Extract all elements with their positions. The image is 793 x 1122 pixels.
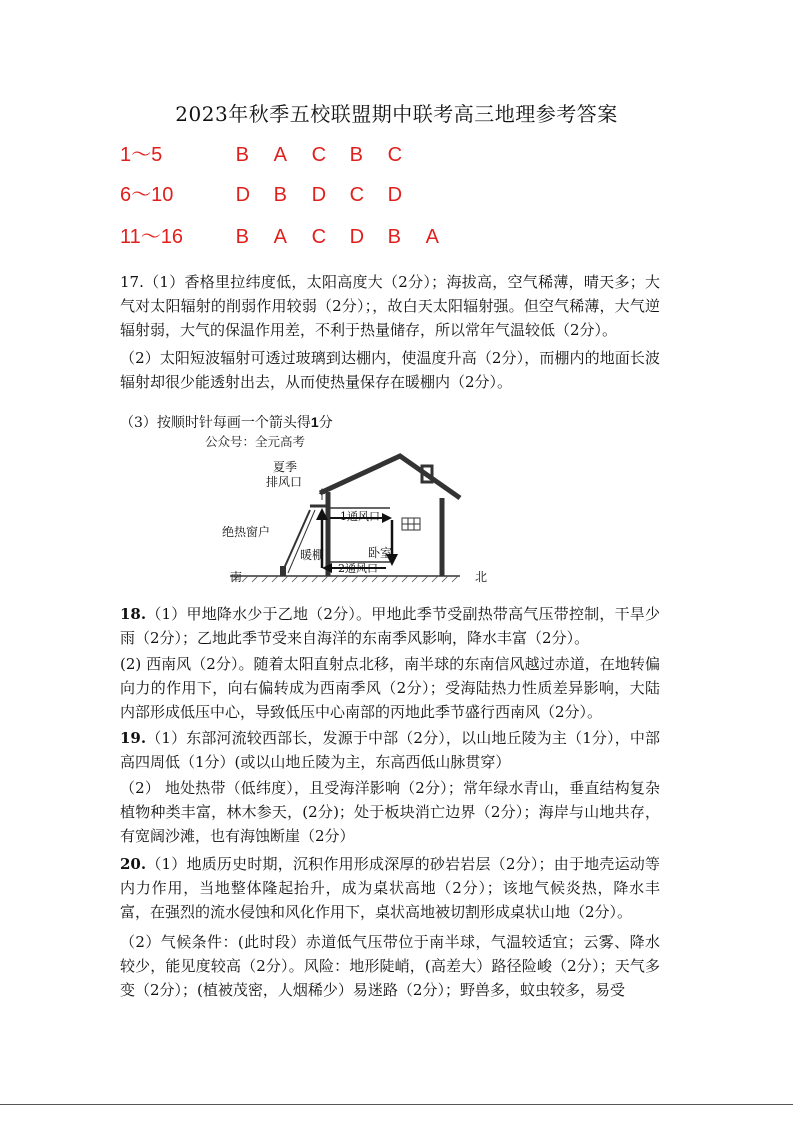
answer-letter: C — [311, 226, 327, 248]
answer-row-2 — [120, 178, 426, 207]
answer-letter: B — [235, 144, 249, 166]
answer-letter: B — [387, 226, 401, 248]
answer-range: 1～5 — [120, 144, 163, 166]
label-room: 卧室 — [368, 546, 393, 560]
answer-letter: A — [273, 144, 287, 166]
q17-part1: 17.（1）香格里拉纬度低，太阳高度大（2分）；海拔高，空气稀薄，晴天多；大气对太阳辐射的削弱作用较弱（2分）；，故白天太阳辐射强。但空气稀薄，大气逆辐射弱，大气的保温作用差，不利于热量储存，所以常年气温较低（2分）。 — [120, 273, 660, 339]
q18-part1: 18.（1）甲地降水少于乙地（2分）。甲地此季节受副热带高气压带控制，干旱少雨（2分）；乙地此季节受来自海洋的东南季风影响，降水丰富（2分）。 — [120, 605, 660, 647]
answer-letter: A — [273, 226, 287, 248]
answer-letter: C — [387, 144, 403, 166]
page-title: 2023年秋季五校联盟期中联考高三地理参考答案 — [175, 102, 618, 126]
q17-part2: （2）太阳短波辐射可透过玻璃到达棚内，使温度升高（2分），而棚内的地面长波辐射却很少能透射出去，从而使热量保存在暖棚内（2分）。 — [120, 349, 660, 391]
q19-part2: （2） 地处热带（低纬度），且受海洋影响（2分）；常年绿水青山，垂直结构复杂植物种类丰富，林木参天，(2分)；处于板块消亡边界（2分）；海岸与山地共存，有宽阔沙滩，也有海蚀断崖（2分） — [120, 779, 660, 845]
answer-letter: C — [311, 144, 327, 166]
answer-letter: D — [311, 184, 327, 206]
answer-letter: B — [273, 184, 287, 206]
label-window: 绝热窗户 — [222, 525, 271, 539]
answer-letter: D — [349, 226, 365, 248]
answer-letter: B — [349, 144, 363, 166]
label-vent-2: 2通风口 — [338, 562, 378, 575]
answer-letter: A — [425, 226, 439, 248]
answer-letter: D — [235, 184, 251, 206]
answer-row-1 — [120, 138, 426, 167]
q20-part1: 20.（1）地质历史时期，沉积作用形成深厚的砂岩岩层（2分）；由于地壳运动等内力作用，当地整体隆起抬升，成为桌状高地（2分）；该地气候炎热，降水丰富，在强烈的流水侵蚀和风化作用下，桌状高地被切割形成桌状山地（2分）。 — [120, 855, 660, 921]
label-vent-1: 1通风口 — [340, 510, 380, 523]
answer-row-3 — [120, 220, 464, 249]
answer-letter: D — [387, 184, 403, 206]
footer-rule — [0, 1104, 793, 1105]
label-north: 北 — [475, 570, 488, 584]
label-summer-vent: 夏季 — [273, 460, 298, 474]
answer-letter: C — [349, 184, 365, 206]
q18-part2: (2) 西南风（2分）。随着太阳直射点北移，南半球的东南信风越过赤道，在地转偏向力的作用下，向右偏转成为西南季风（2分）；受海陆热力性质差异影响，大陆内部形成低压中心，导致低压中心南部的丙地此季节盛行西南风（2分）。 — [120, 655, 660, 721]
label-greenhouse: 暖棚 — [300, 548, 325, 562]
q19-part1: 19.（1）东部河流较西部长，发源于中部（2分），以山地丘陵为主（1分），中部高四周低（1分）(或以山地丘陵为主，东高西低山脉贯穿） — [120, 729, 660, 771]
q17-part3: （3）按顺时针每画一个箭头得1分 — [120, 414, 333, 431]
watermark-text: 公众号：全元高考 — [205, 434, 306, 449]
answer-range: 11～16 — [120, 226, 184, 248]
label-south: 南 — [230, 570, 243, 584]
label-summer-vent-2: 排风口 — [266, 475, 303, 489]
q20-part2: （2）气候条件：(此时段）赤道低气压带位于南半球，气温较适宜；云雾、降水较少，能见度较高（2分）。风险：地形陡峭，(高差大）路径险峻（2分）；天气多变（2分）；(植被茂密，人烟稀少）易迷路（2分）；野兽多，蚊虫较多，易受 — [120, 933, 660, 999]
answer-letter: B — [235, 226, 249, 248]
greenhouse-diagram — [210, 448, 510, 588]
answer-range: 6～10 — [120, 184, 174, 206]
